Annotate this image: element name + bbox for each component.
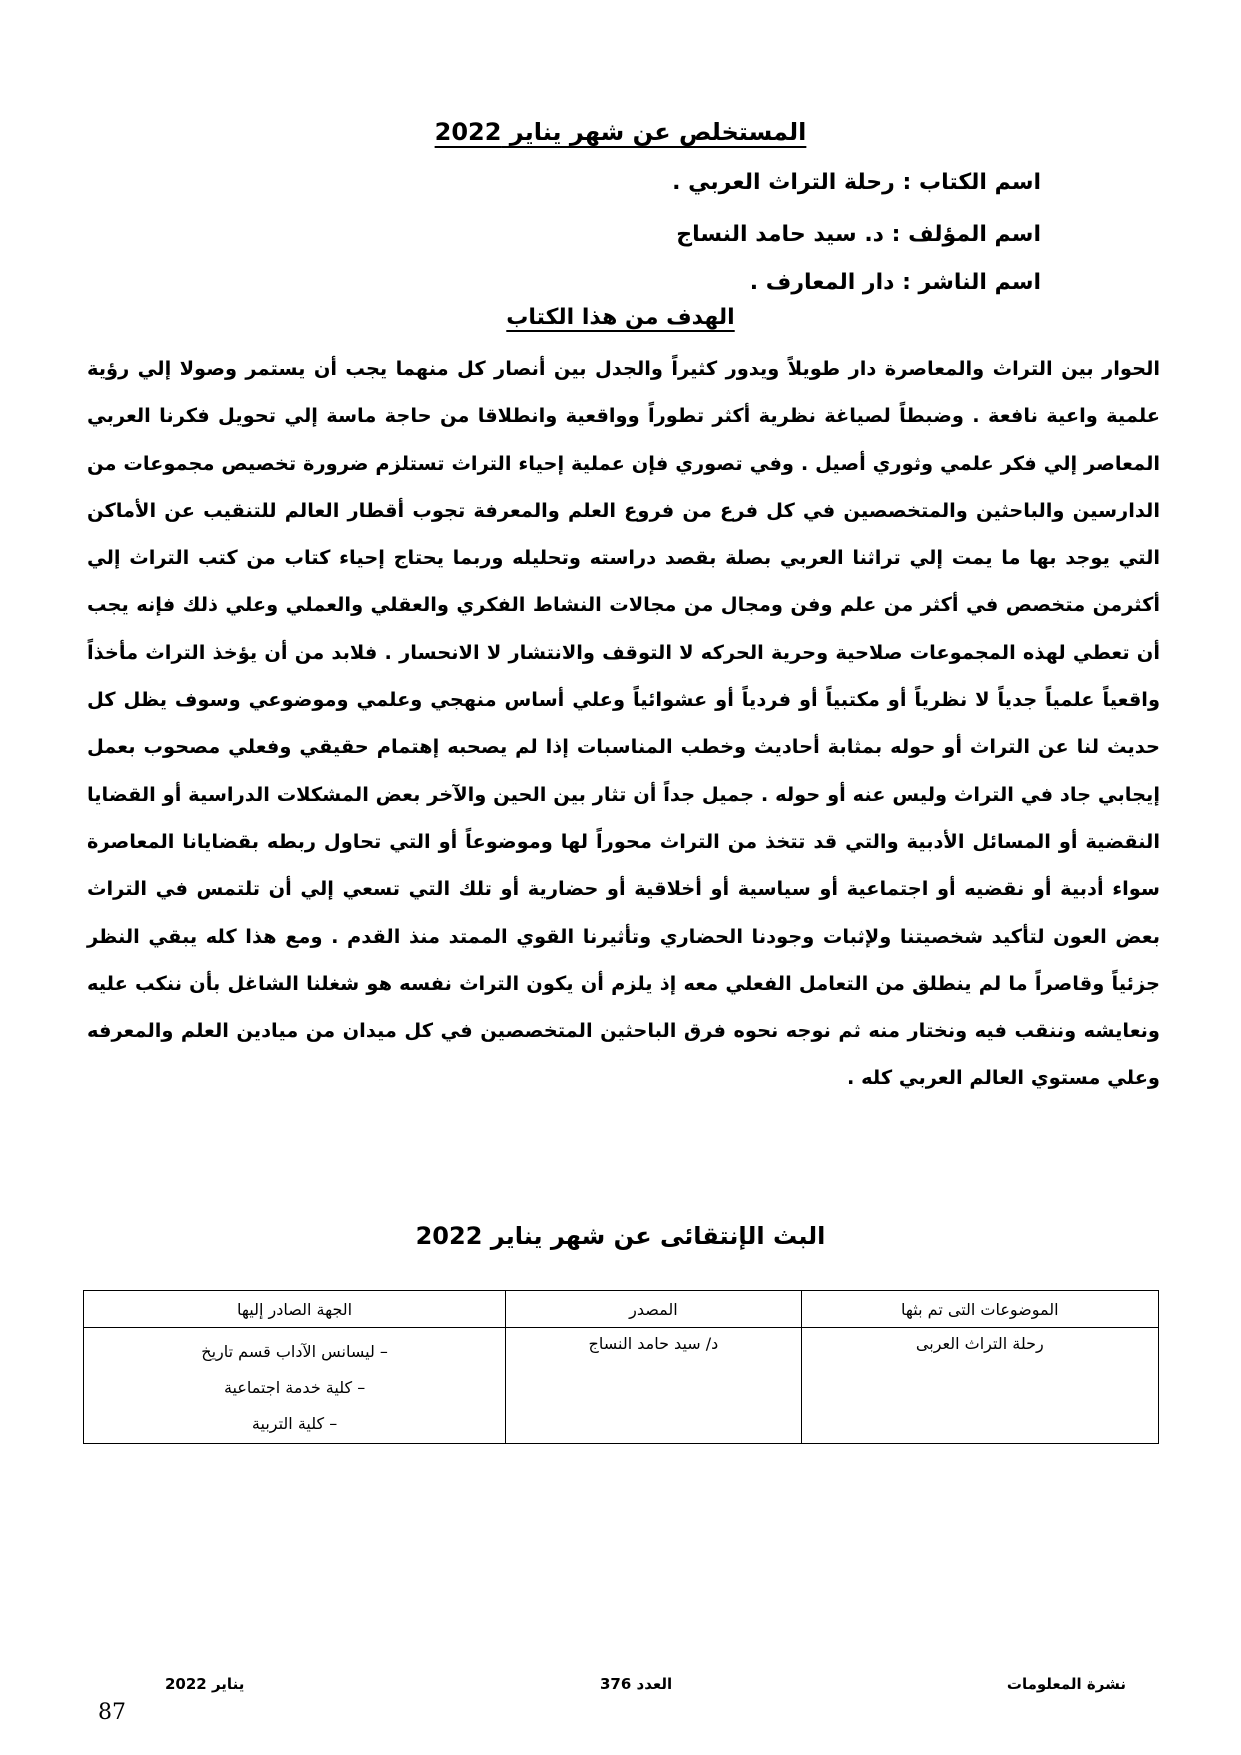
footer-date: يناير 2022 <box>165 1675 245 1693</box>
goal-title <box>0 305 1241 330</box>
cell-source: د/ سيد حامد النساج <box>506 1328 802 1444</box>
page-number: 87 <box>98 1700 126 1725</box>
book-goal-paragraph: الحوار بين التراث والمعاصرة دار طويلاً ويدور كثيراً والجدل بين أنصار كل منهما يجب أن يستمر وصولا إلي رؤية علمية واعية نافعة . وضبطاً لصياغة نظرية أكثر تطوراً وواقعية وانطلاقا من حاجة ماسة إلي تحويل فكرنا العربي المعاصر إلي فكر علمي وثوري أصيل . وفي تصوري فإن عملية إحياء التراث تستلزم ضرورة تخصيص مجموعات من الدارسين والباحثين والمتخصصين في كل فرع من فروع العلم والمعرفة تجوب أقطار العالم للتنقيب عن الأماكن التي يوجد بها ما يمت إلي تراثنا العربي بصلة بقصد دراسته وتحليله وربما يحتاج إحياء كتاب من كتب التراث إلي أكثرمن متخصص في أكثر من علم وفن ومجال من مجالات النشاط الفكري والعقلي والعملي وعلي ذلك فإنه يجب أن تعطي لهذه المجموعات صلاحية وحرية الحركه لا التوقف والانتشار لا الانحسار . فلابد من أن يؤخذ التراث مأخذاً واقعياً علمياً جدياً لا نظرياً أو مكتبياً أو فردياً أو عشوائياً وعلي أساس منهجي وعلمي وموضوعي وسوف يظل كل حديث لنا عن التراث أو حوله بمثابة أحاديث وخطب المناسبات إذا لم يصحبه إهتمام حقيقي وفعلي مصحوب بعمل إيجابي جاد في التراث وليس عنه أو حوله . جميل جداً أن تثار بين الحين والآخر بعض المشكلات الدراسية أو القضايا النقضية أو المسائل الأدبية والتي قد تتخذ من التراث محوراً لها وموضوعاً أو التي تحاول ربطه بقضايانا المعاصرة سواء أدبية أو نقضيه أو اجتماعية أو سياسية أو أخلاقية أو حضارية أو تلك التي تسعي إلي أن تلتمس في التراث بعض العون لتأكيد شخصيتنا ولإثبات وجودنا الحضاري وتأثيرنا القوي الممتد منذ القدم . ومع هذا كله يبقي النظر جزئياً وقاصراً ما لم ينطلق من التعامل الفعلي معه إذ يلزم أن يكون التراث نفسه هو شغلنا الشاغل بأن ننكب عليه ونعايشه وننقب فيه ونختار منه ثم نوجه نحوه فرق الباحثين المتخصصين في كل ميدان من ميادين العلم والمعرفه وعلي مستوي العالم العربي كله . <box>87 357 1160 1090</box>
footer-issue-number: العدد 376 <box>600 1675 673 1693</box>
author-value: : د. سيد حامد النساج <box>676 222 901 247</box>
header-topics: الموضوعات التى تم بثها <box>801 1291 1158 1328</box>
abstract-title-text: المستخلص عن شهر يناير 2022 <box>434 118 807 146</box>
book-name-line <box>672 170 1041 195</box>
footer-journal-name: نشرة المعلومات <box>1006 1675 1126 1693</box>
broadcast-title <box>0 1222 1241 1250</box>
author-label: اسم المؤلف <box>908 222 1041 247</box>
header-recipients: الجهة الصادر إليها <box>84 1291 506 1328</box>
goal-title-text: الهدف من هذا الكتاب <box>506 305 735 330</box>
abstract-title <box>0 118 1241 146</box>
broadcast-title-text: البث الإنتقائى عن شهر يناير 2022 <box>415 1222 826 1250</box>
cell-topic: رحلة التراث العربى <box>801 1328 1158 1444</box>
publisher-label: اسم الناشر <box>918 270 1041 295</box>
broadcast-table <box>83 1290 1159 1444</box>
publisher-value: : دار المعارف . <box>749 270 911 295</box>
recipient-item: – ليسانس الآداب قسم تاريخ <box>201 1342 388 1361</box>
publisher-line <box>750 270 1041 295</box>
table-header-row <box>84 1291 1159 1328</box>
cell-recipients <box>84 1328 506 1444</box>
book-name-label: اسم الكتاب <box>918 170 1041 195</box>
recipient-item: – كلية التربية <box>251 1414 338 1433</box>
book-name-value: : رحلة التراث العربي . <box>672 170 912 195</box>
recipient-item: – كلية خدمة اجتماعية <box>223 1378 366 1397</box>
table-row <box>84 1328 1159 1444</box>
header-source: المصدر <box>506 1291 802 1328</box>
author-line <box>676 222 1041 247</box>
